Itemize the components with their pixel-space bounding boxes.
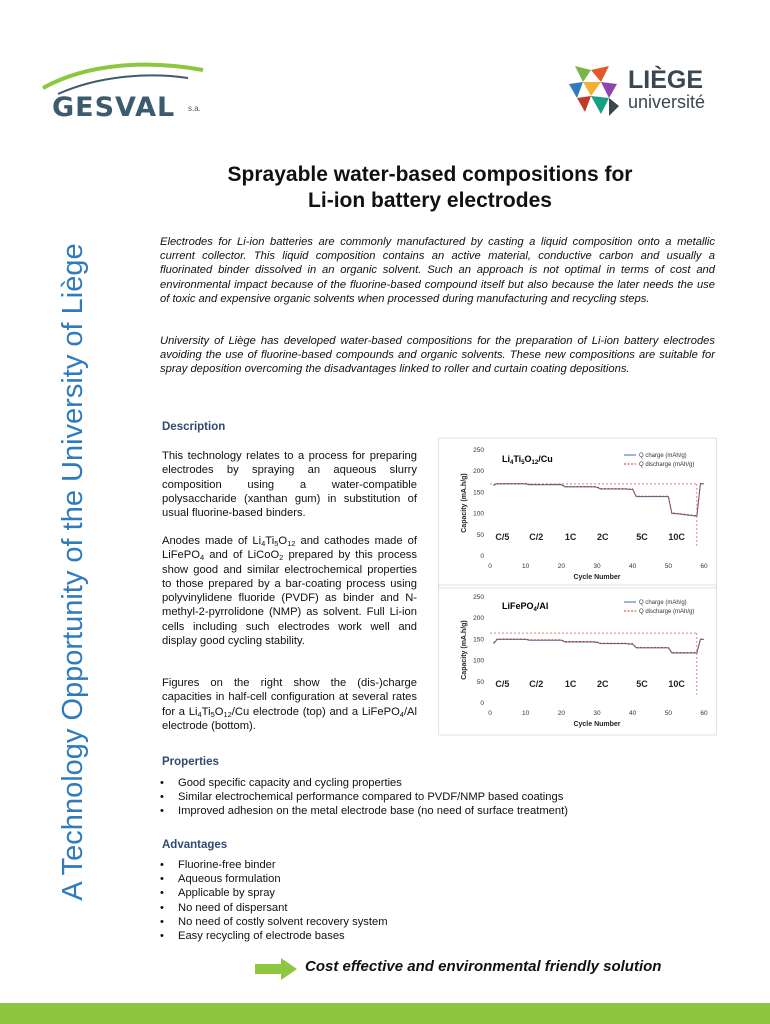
y-tick-label: 50: [476, 531, 484, 539]
chart-title-part: 12: [531, 460, 539, 466]
chart-lto-cu-svg: [438, 436, 718, 596]
x-tick-label: 10: [522, 563, 530, 570]
legend-label: Q charge (mAh/g): [639, 600, 687, 606]
x-tick-label: 20: [557, 563, 565, 570]
gesval-logo: [38, 58, 218, 128]
x-tick-label: 50: [664, 563, 672, 570]
chart-lfp-al: [438, 583, 718, 743]
rate-label: 5C: [636, 678, 648, 689]
series-line-charge: [494, 639, 704, 653]
chart-title-part: O: [524, 454, 532, 464]
rate-label: 10C: [668, 678, 685, 689]
gesval-suffix: s.a.: [188, 104, 201, 113]
rate-label: C/2: [529, 678, 544, 689]
x-axis-label: Cycle Number: [573, 721, 621, 728]
x-axis-label: Cycle Number: [573, 574, 621, 581]
advantages-heading: Advantages: [162, 839, 228, 851]
x-tick-label: 60: [700, 563, 708, 570]
x-tick-label: 60: [700, 710, 708, 717]
properties-item: • Similar electrochemical performance compared to PVDF/NMP based coatings: [160, 790, 720, 804]
legend-label: Q discharge (mAh/g): [639, 462, 695, 468]
y-tick-label: 0: [480, 700, 484, 707]
intro-paragraph-1: Electrodes for Li-ion batteries are commonly manufactured by casting a liquid composition onto a metallic current collector. This liquid composition contains an active material, conductive carbon and usually a fluorinated binder dissolved in an organic solvent. Such an approach is not optimal in terms of cost and environmental impact because of the fluorine-based compound itself but also because the later needs the use of toxic and expensive organic solvents when processed during manufacturing and recycling steps.: [160, 236, 715, 305]
legend-label: Q charge (mAh/g): [639, 453, 687, 459]
advantages-item: • Applicable by spray: [160, 886, 560, 900]
x-tick-label: 50: [664, 710, 672, 717]
liege-subtitle: université: [628, 92, 706, 112]
properties-item: • Good specific capacity and cycling properties: [160, 776, 720, 790]
advantages-item: • Easy recycling of electrode bases: [160, 929, 560, 943]
properties-item: • Improved adhesion on the metal electrode base (no need of surface treatment): [160, 804, 720, 818]
chart-title-part: Ti: [513, 454, 522, 464]
advantages-item: • Fluorine-free binder: [160, 858, 560, 872]
advantages-item: • No need of costly solvent recovery system: [160, 915, 560, 929]
title-line-1: Sprayable water-based compositions for: [227, 163, 633, 186]
description-heading: Description: [162, 421, 226, 433]
description-paragraph-2: Anodes made of $Li_4Ti_5O_{12}$ and cathodes made of LiFePO$_4$ and of LiCoO$_2$ prepared by this process show good and similar electrochemical properties to those prepared by a bar-coating process using polyvinylidene fluoride (PVDF) as binder and N-methyl-2-pyrrolidone (NMP) as solvent. Full Li-ion cells including such electrodes work well and display good cycling stability.: [162, 535, 417, 648]
y-tick-label: 150: [473, 636, 484, 644]
liege-mosaic-icon: [565, 62, 621, 118]
x-tick-label: 0: [488, 563, 492, 570]
series-line-charge: [494, 484, 704, 516]
description-paragraph-1: This technology relates to a process for preparing electrodes by spraying an aqueous slurry composition using a water-compatible polysaccharide (xanthan gum) in substitution of usual fluorine-based binders.: [162, 450, 417, 520]
side-vertical-title: A Technology Opportunity of the University of Liège: [57, 243, 89, 901]
rate-label: C/5: [495, 678, 510, 689]
cta-tagline: Cost effective and environmental friendly solution: [305, 958, 662, 975]
chart-title-part: 5: [521, 460, 525, 466]
chart-lfp-al-svg: [438, 583, 718, 743]
properties-heading: Properties: [162, 756, 219, 768]
y-tick-label: 0: [480, 553, 484, 560]
advantages-item: • Aqueous formulation: [160, 872, 560, 886]
y-tick-label: 50: [476, 678, 484, 686]
y-axis-label: Capacity (mA.h/g): [461, 473, 468, 533]
rate-label: 2C: [597, 531, 609, 542]
chart-lto-cu: [438, 436, 718, 596]
chart-title-part: LiFePO: [502, 601, 534, 611]
series-line-discharge: [494, 639, 704, 653]
advantages-item: • No need of dispersant: [160, 901, 560, 915]
rate-label: C/5: [495, 531, 510, 542]
chart-title: [502, 601, 548, 613]
y-tick-label: 100: [473, 657, 484, 665]
chart-title-part: 4: [510, 460, 514, 466]
chart-title-part: Li: [502, 454, 510, 464]
rate-label: 1C: [564, 678, 577, 689]
intro-paragraph-2: University of Liège has developed water-based compositions for the preparation of Li-ion battery electrodes avoiding the use of fluorine-based compounds and organic solvents. These new compositions are suitable for spray deposition overcoming the disadvantages linked to roller and curtain coating depositions.: [160, 335, 715, 376]
y-tick-label: 200: [473, 615, 484, 623]
chart-title-part: 4: [533, 607, 537, 613]
legend-label: Q discharge (mAh/g): [639, 609, 695, 615]
y-tick-label: 250: [473, 447, 484, 454]
x-tick-label: 30: [593, 563, 601, 570]
chart-title-part: /Cu: [538, 454, 553, 464]
arrow-right-icon: [255, 958, 297, 980]
title-line-2: Li-ion battery electrodes: [308, 189, 552, 212]
rate-label: 10C: [668, 531, 685, 542]
y-tick-label: 100: [473, 510, 484, 518]
chart-title: [502, 454, 553, 466]
page-title: [150, 162, 710, 214]
y-tick-label: 150: [473, 489, 484, 497]
properties-list: [160, 776, 720, 819]
liege-logo: [565, 62, 715, 122]
rate-label: 2C: [597, 678, 609, 689]
x-tick-label: 10: [522, 710, 530, 717]
gesval-wordmark: GESVAL: [52, 92, 176, 123]
rate-label: C/2: [529, 531, 544, 542]
description-paragraph-3: Figures on the right show the (dis-)charge capacities in half-cell configuration at several rates for a $Li_4Ti_5O_{12}/Cu$ electrode (top) and a LiFePO$_4$/Al electrode (bottom).: [162, 677, 417, 732]
chart-title-part: /Al: [536, 601, 549, 611]
x-tick-label: 30: [593, 710, 601, 717]
liege-name: LIÈGE: [628, 66, 704, 94]
x-tick-label: 20: [557, 710, 565, 717]
x-tick-label: 40: [629, 710, 637, 717]
y-tick-label: 250: [473, 594, 484, 601]
y-tick-label: 200: [473, 468, 484, 476]
footer-bar: [0, 1003, 770, 1024]
y-axis-label: Capacity (mA.h/g): [461, 620, 468, 680]
x-tick-label: 40: [629, 563, 637, 570]
advantages-list: [160, 858, 560, 943]
rate-label: 1C: [564, 531, 577, 542]
rate-label: 5C: [636, 531, 648, 542]
x-tick-label: 0: [488, 710, 492, 717]
